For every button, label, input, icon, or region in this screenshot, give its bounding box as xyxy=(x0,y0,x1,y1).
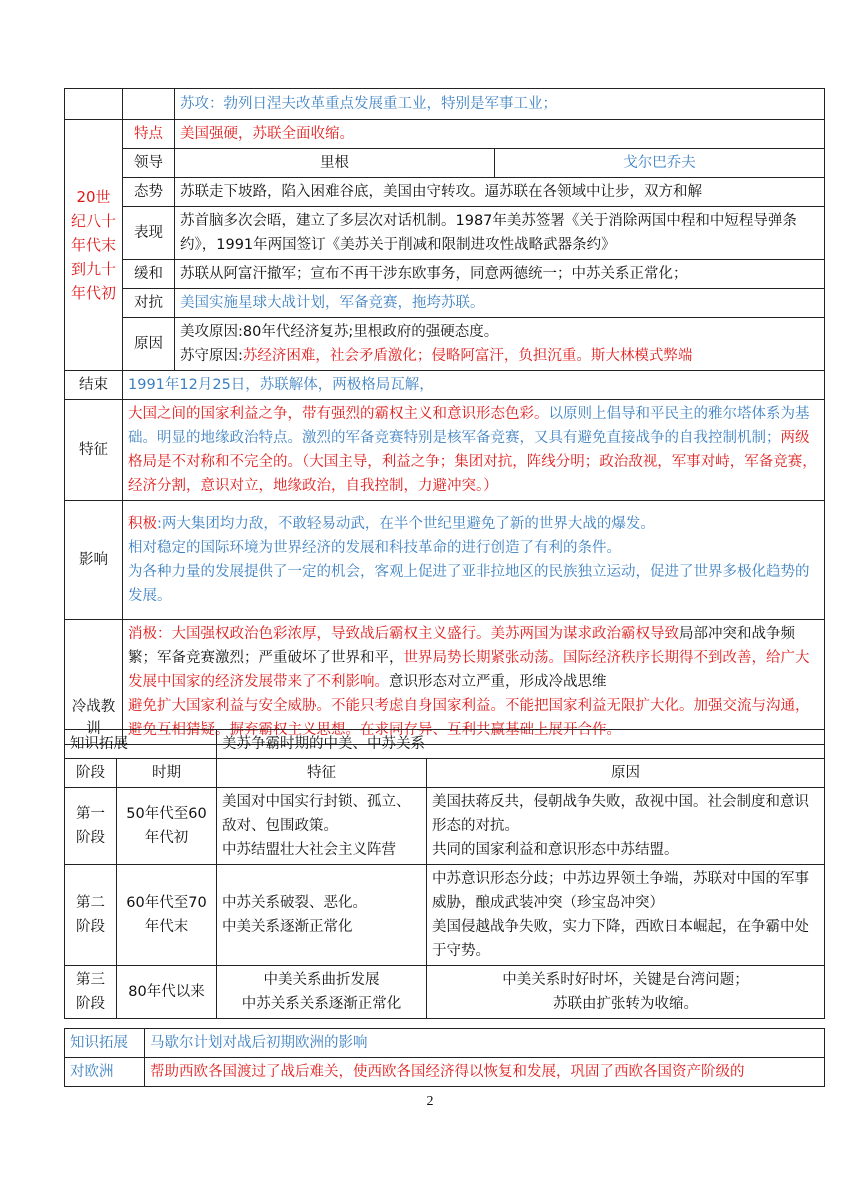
header-stage: 阶段 xyxy=(65,759,117,788)
row-label-reasons: 原因 xyxy=(123,318,175,371)
end-text: 1991年12月25日，苏联解体，两极格局瓦解， xyxy=(123,371,825,400)
features-text: 美国强硬，苏联全面收缩。 xyxy=(175,120,825,149)
row-label-performance: 表现 xyxy=(123,207,175,260)
table-row xyxy=(65,89,825,120)
ussr-leader: 戈尔巴乔夫 xyxy=(495,149,825,178)
ussr-reasons-line xyxy=(180,344,819,368)
period-cell: 60年代至70年代末 xyxy=(117,865,217,966)
table-row xyxy=(65,1058,825,1087)
table-tag: 知识拓展 xyxy=(65,730,217,759)
ussr-offense-text: 苏攻：勃列日涅夫改革重点发展重工业，特别是军事工业； xyxy=(175,89,825,120)
header-reason: 原因 xyxy=(427,759,825,788)
lessons-label: 冷战教训 xyxy=(71,699,116,737)
feature-line: 中美关系曲折发展 xyxy=(263,972,380,988)
row-label-character: 特征 xyxy=(65,400,123,501)
character-seg2: 以原则上倡导和平民主的雅尔塔体系为基础。明显的地缘政治特点。激烈的军备竞赛特别是核军备竞赛，又具有避免直接战争的自我控制机制； xyxy=(128,406,810,446)
table-row xyxy=(65,620,825,745)
table-row xyxy=(65,966,825,1019)
posture-text: 苏联走下坡路，陷入困难谷底，美国由守转攻。逼苏联在各领域中让步，双方和解 xyxy=(175,178,825,207)
impact-neg3: 世界局势长期紧张动荡。国际经济秩序长期得不到改善，给广大发展中国家的经济发展带来了不利影响。 xyxy=(128,650,810,690)
table-tag: 知识拓展 xyxy=(65,1029,145,1058)
table-row xyxy=(65,289,825,318)
table-row xyxy=(65,149,825,178)
period-label xyxy=(65,120,123,371)
reason-line: 苏联由扩张转为收缩。 xyxy=(553,996,698,1012)
feature-cell xyxy=(217,788,427,865)
row-label-easing: 缓和 xyxy=(123,260,175,289)
impact-neg4: 意识形态对立严重，形成冷战思维 xyxy=(389,674,607,690)
reasons-cell xyxy=(175,318,825,371)
row-label-confrontation: 对抗 xyxy=(123,289,175,318)
row-label-leaders: 领导 xyxy=(123,149,175,178)
marshall-plan-table xyxy=(64,1028,825,1087)
reason-line: 中美关系时好时坏，关键是台湾问题； xyxy=(502,972,749,988)
row-label-posture: 态势 xyxy=(123,178,175,207)
reason-cell xyxy=(427,966,825,1019)
cold-war-summary-table xyxy=(64,88,825,745)
period-cell: 50年代至60年代初 xyxy=(117,788,217,865)
reason-cell xyxy=(427,865,825,966)
us-leader: 里根 xyxy=(175,149,495,178)
china-relations-table xyxy=(64,729,825,1019)
page-number: 2 xyxy=(426,1094,434,1109)
period-label-text: 20世纪八十年代末到九十年代初 xyxy=(70,188,116,302)
header-period: 时期 xyxy=(117,759,217,788)
table-row xyxy=(65,730,825,759)
character-seg3: 两级格局是不对称和不完全的。（大国主导，利益之争；集团对抗，阵线分明；政治敌视，军事对峙，军备竞赛，经济分割，意识对立，地缘政治，自我控制，力避冲突。） xyxy=(128,430,817,494)
impact-neg2: 局部冲突和战争频繁；军备竞赛激烈；严重破坏了世界和平， xyxy=(128,626,795,666)
table-row xyxy=(65,788,825,865)
ussr-reasons-prefix: 苏守原因: xyxy=(180,348,243,364)
period-cell: 80年代以来 xyxy=(117,966,217,1019)
easing-text: 苏联从阿富汗撤军；宣布不再干涉东欧事务，同意两德统一；中苏关系正常化； xyxy=(175,260,825,289)
reason-cell xyxy=(427,788,825,865)
table-row xyxy=(65,260,825,289)
feature-cell xyxy=(217,865,427,966)
table-title: 美苏争霸时期的中美、中苏关系 xyxy=(217,730,825,759)
character-cell xyxy=(123,400,825,501)
impact-pos-line1 xyxy=(128,512,819,536)
reason-line: 美国侵越战争失败，实力下降，西欧日本崛起，在争霸中处于守势。 xyxy=(432,919,809,959)
impact-pos1: :两大集团均力敌，不敢轻易动武，在半个世纪里避免了新的世界大战的爆发。 xyxy=(157,516,655,532)
feature-line: 中苏关系关系逐渐正常化 xyxy=(241,996,402,1012)
table-row xyxy=(65,178,825,207)
reason-line: 共同的国家利益和意识形态中苏结盟。 xyxy=(432,842,679,858)
table-row xyxy=(65,318,825,371)
table-row xyxy=(65,400,825,501)
feature-line: 美国对中国实行封锁、孤立、敌对、包围政策。 xyxy=(222,794,411,834)
impact-neg1: 消极：大国强权政治色彩浓厚，导致战后霸权主义盛行。美苏两国为谋求政治霸权导致 xyxy=(128,626,679,642)
table-row xyxy=(65,207,825,260)
table-row xyxy=(65,120,825,149)
reason-line: 美国扶蒋反共，侵朝战争失败，敌视中国。社会制度和意识形态的对抗。 xyxy=(432,794,809,834)
stage-cell: 第一阶段 xyxy=(65,788,117,865)
character-seg1: 大国之间的国家利益之争，带有强烈的霸权主义和意识形态色彩。 xyxy=(128,406,549,422)
feature-line: 中美关系逐渐正常化 xyxy=(222,919,353,935)
row-label-europe: 对欧洲 xyxy=(65,1058,145,1087)
table-row xyxy=(65,371,825,400)
empty-cell xyxy=(65,89,123,120)
empty-cell xyxy=(123,89,175,120)
impact-positive-cell xyxy=(123,501,825,620)
feature-line: 中苏结盟壮大社会主义阵营 xyxy=(222,842,396,858)
impact-negative-cell xyxy=(123,620,825,745)
header-feature: 特征 xyxy=(217,759,427,788)
table-title: 马歇尔计划对战后初期欧洲的影响 xyxy=(145,1029,825,1058)
impact-pos-prefix: 积极 xyxy=(128,516,157,532)
us-reasons-text: 美攻原因:80年代经济复苏;里根政府的强硬态度。 xyxy=(180,324,499,340)
lessons-text: 避免扩大国家利益与安全威胁。不能只考虑自身国家利益。不能把国家利益无限扩大化。加强交流与沟通，避免互相猜疑。摒弃霸权主义思想。在求同存异、互利共赢基础上展开合作。 xyxy=(128,698,810,738)
impact-pos2: 相对稳定的国际环境为世界经济的发展和科技革命的进行创造了有利的条件。 xyxy=(128,540,621,556)
row-label-impact: 影响 xyxy=(65,501,123,620)
table-row xyxy=(65,865,825,966)
impact-pos3: 为各种力量的发展提供了一定的机会，客观上促进了亚非拉地区的民族独立运动，促进了世界多极化趋势的发展。 xyxy=(128,564,810,604)
feature-cell xyxy=(217,966,427,1019)
stage-cell: 第二阶段 xyxy=(65,865,117,966)
row-label-lessons xyxy=(65,620,123,745)
table-row xyxy=(65,1029,825,1058)
performance-text: 苏首脑多次会晤，建立了多层次对话机制。1987年美苏签署《关于消除两国中程和中短程导弹条约》，1991年两国签订《美苏关于削减和限制进攻性战略武器条约》 xyxy=(175,207,825,260)
confrontation-text: 美国实施星球大战计划，军备竞赛，拖垮苏联。 xyxy=(175,289,825,318)
europe-impact-text: 帮助西欧各国渡过了战后难关，使西欧各国经济得以恢复和发展，巩固了西欧各国资产阶级的 xyxy=(145,1058,825,1087)
row-label-end: 结束 xyxy=(65,371,123,400)
row-label-features: 特点 xyxy=(123,120,175,149)
stage-cell: 第三阶段 xyxy=(65,966,117,1019)
table-row xyxy=(65,501,825,620)
reason-line: 中苏意识形态分歧；中苏边界领土争端，苏联对中国的军事威胁，酿成武装冲突（珍宝岛冲突） xyxy=(432,871,809,911)
ussr-reasons-text: 苏经济困难，社会矛盾激化；侵略阿富汗，负担沉重。斯大林模式弊端 xyxy=(242,348,693,364)
feature-line: 中苏关系破裂、恶化。 xyxy=(222,895,367,911)
table-header-row xyxy=(65,759,825,788)
